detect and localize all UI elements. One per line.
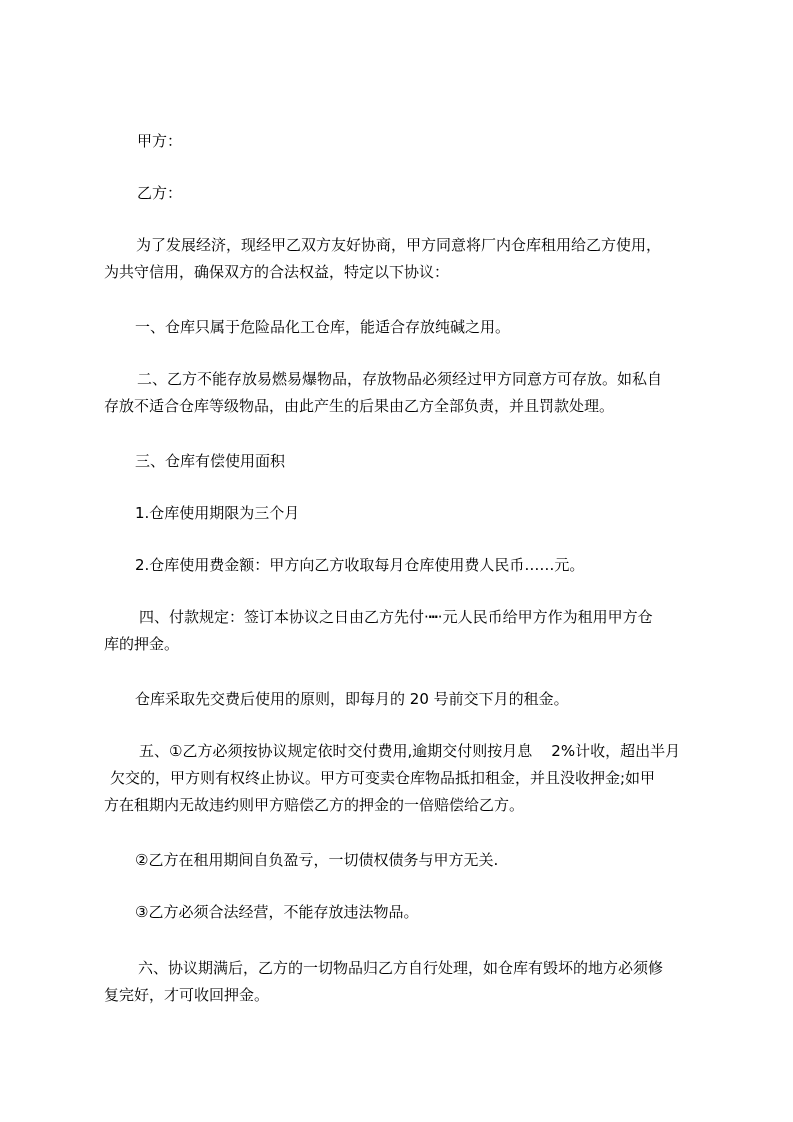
intro-paragraph [104, 232, 694, 286]
intro-line-1: 为了发展经济，现经甲乙双方友好协商，甲方同意将厂内仓库租用给乙方使用， [136, 236, 662, 254]
clause-2-line-2: 存放不适合仓库等级物品，由此产生的后果由乙方全部负责，并且罚款处理。 [104, 397, 615, 415]
clause-2-paragraph [104, 366, 694, 420]
clause-4-line-1: 四、付款规定：签订本协议之日由乙方先付·┅·元人民币给甲方作为租用甲方仓 [139, 608, 653, 626]
clause-4-note: 仓库采取先交费后使用的原则，即每月的 20 号前交下月的租金。 [135, 690, 569, 708]
party-a-label: 甲方： [137, 132, 183, 150]
clause-5-line-1: 五、①乙方必须按协议规定依时交付费用,逾期交付则按月息 2%计收，超出半月 [139, 742, 681, 760]
clause-5-line-3: 方在租期内无故违约则甲方赔偿乙方的押金的一倍赔偿给乙方。 [104, 796, 525, 814]
clause-5-item-3: ③乙方必须合法经营，不能存放违法物品。 [135, 903, 419, 921]
clause-6-paragraph [104, 955, 694, 1009]
clause-5-item-2: ②乙方在租用期间自负盈亏，一切债权债务与甲方无关. [135, 851, 499, 869]
clause-1: 一、仓库只属于危险品化工仓库，能适合存放纯碱之用。 [135, 318, 511, 336]
clause-6-line-2: 复完好，才可收回押金。 [104, 986, 270, 1004]
clause-2-line-1: 二、乙方不能存放易燃易爆物品，存放物品必须经过甲方同意方可存放。如私自 [137, 370, 663, 388]
clause-3-heading: 三、仓库有偿使用面积 [135, 452, 286, 470]
party-b-label: 乙方： [137, 184, 183, 202]
clause-3-item-1: 1.仓库使用期限为三个月 [135, 504, 300, 522]
intro-line-2: 为共守信用，确保双方的合法权益，特定以下协议： [104, 263, 450, 281]
clause-3-item-2: 2.仓库使用费金额：甲方向乙方收取每月仓库使用费人民币……元。 [135, 556, 585, 574]
clause-4-paragraph [104, 604, 694, 658]
clause-5-paragraph [104, 738, 694, 819]
clause-5-line-2: 欠交的，甲方则有权终止协议。甲方可变卖仓库物品抵扣租金，并且没收押金;如甲 [110, 769, 656, 787]
clause-4-line-2: 库的押金。 [104, 635, 180, 653]
clause-6-line-1: 六、协议期满后，乙方的一切物品归乙方自行处理，如仓库有毁坏的地方必须修 [138, 959, 664, 977]
